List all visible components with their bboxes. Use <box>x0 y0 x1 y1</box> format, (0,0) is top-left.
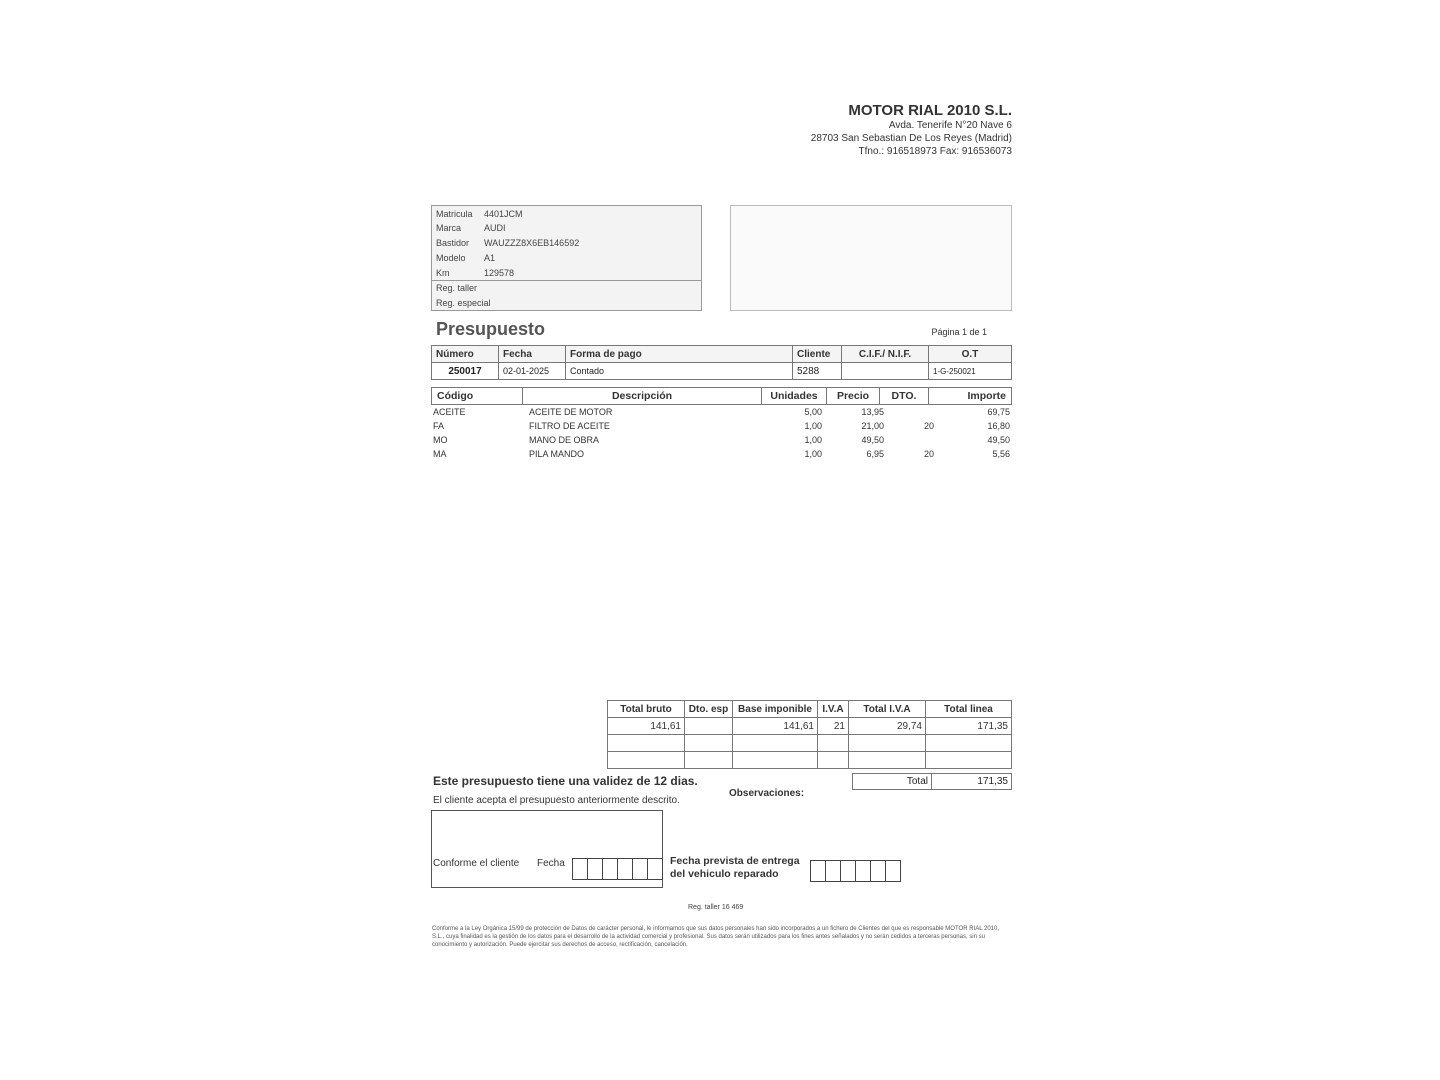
date-cells-delivery <box>811 860 901 882</box>
vehicle-divider <box>432 280 701 281</box>
col-codigo: Código <box>432 388 523 405</box>
value-base-imponible: 141,61 <box>733 718 818 735</box>
header-table <box>431 345 1012 380</box>
item-code: MO <box>433 435 448 445</box>
item-dto <box>886 433 936 447</box>
value-total-linea: 171,35 <box>926 718 1012 735</box>
value-forma-pago: Contado <box>566 363 793 380</box>
totals-empty-row <box>608 735 1012 752</box>
item-code: FA <box>433 421 445 431</box>
item-description: MANO DE OBRA <box>529 435 600 445</box>
item-description: PILA MANDO <box>529 449 585 459</box>
value-cliente: 5288 <box>793 363 842 380</box>
value-total-bruto: 141,61 <box>608 718 685 735</box>
item-description: FILTRO DE ACEITE <box>529 421 610 431</box>
totals-table <box>607 700 1012 769</box>
col-precio: Precio <box>827 388 880 405</box>
col-cliente: Cliente <box>793 346 842 363</box>
col-importe: Importe <box>929 388 1012 405</box>
date-cells-client <box>573 858 663 880</box>
item-amount: 16,80 <box>987 421 1010 431</box>
vehicle-row-km: Km 129578 <box>436 268 515 278</box>
company-header <box>700 102 1012 158</box>
date-cell <box>855 860 871 882</box>
vehicle-row-brand: Marca AUDI <box>436 223 506 233</box>
item-units: 1,00 <box>804 435 822 445</box>
item-price: 49,50 <box>861 435 884 445</box>
vehicle-row-vin: Bastidor WAUZZZ8X6EB146592 <box>436 238 580 248</box>
col-base-imponible: Base imponible <box>733 701 818 718</box>
items-header <box>431 387 1012 405</box>
value-cif <box>842 363 929 380</box>
item-description: ACEITE DE MOTOR <box>529 407 613 417</box>
item-price: 6,95 <box>866 449 884 459</box>
totals-empty-row <box>608 752 1012 769</box>
col-dto-esp: Dto. esp <box>685 701 733 718</box>
client-address-box <box>730 205 1012 311</box>
table-row <box>431 419 1012 433</box>
col-descripcion: Descripción <box>523 388 762 405</box>
item-units: 1,00 <box>804 449 822 459</box>
table-row <box>431 447 1012 461</box>
grand-total-value: 171,35 <box>932 774 1012 790</box>
item-code: ACEITE <box>433 407 466 417</box>
table-row <box>431 405 1012 419</box>
delivery-date-label: Fecha prevista de entrega del vehiculo reparado <box>670 855 800 880</box>
date-cell <box>810 860 826 882</box>
company-name: MOTOR RIAL 2010 S.L. <box>848 102 1012 119</box>
page-number: Página 1 de 1 <box>931 327 987 337</box>
company-phones: Tfno.: 916518973 Fax: 916536073 <box>858 146 1012 157</box>
date-cell <box>632 858 648 880</box>
col-iva: I.V.A <box>818 701 849 718</box>
date-cell <box>885 860 901 882</box>
item-amount: 69,75 <box>987 407 1010 417</box>
item-code: MA <box>433 449 447 459</box>
table-row <box>431 433 1012 447</box>
value-fecha: 02-01-2025 <box>499 363 566 380</box>
value-iva: 21 <box>818 718 849 735</box>
fecha-label: Fecha <box>537 858 565 869</box>
item-units: 1,00 <box>804 421 822 431</box>
item-price: 21,00 <box>861 421 884 431</box>
items-table <box>431 405 1012 461</box>
value-ot: 1-G-250021 <box>929 363 1012 380</box>
col-ot: O.T <box>929 346 1012 363</box>
validity-text: Este presupuesto tiene una validez de 12 dias. <box>433 774 698 788</box>
reg-taller-footer: Reg. taller 16 469 <box>688 904 744 911</box>
company-address: Avda. Tenerife N°20 Nave 6 <box>888 120 1012 131</box>
header-table-values <box>432 363 1012 380</box>
col-cif: C.I.F./ N.I.F. <box>842 346 929 363</box>
value-total-iva: 29,74 <box>849 718 926 735</box>
vehicle-row-reg-taller: Reg. taller <box>436 283 478 293</box>
date-cell <box>617 858 633 880</box>
observations-label: Observaciones: <box>729 788 805 799</box>
item-dto: 20 <box>923 449 934 459</box>
item-amount: 49,50 <box>987 435 1010 445</box>
col-unidades: Unidades <box>762 388 827 405</box>
value-dto-esp <box>685 718 733 735</box>
vehicle-info-box <box>431 205 702 311</box>
item-units: 5,00 <box>804 407 822 417</box>
value-numero: 250017 <box>432 363 499 380</box>
item-dto: 20 <box>923 421 934 431</box>
vehicle-row-plate: Matricula 4401JCM <box>436 209 523 219</box>
date-cell <box>840 860 856 882</box>
conforme-label: Conforme el cliente <box>433 858 520 869</box>
col-total-iva: Total I.V.A <box>849 701 926 718</box>
date-cell <box>587 858 603 880</box>
vehicle-row-reg-especial: Reg. especial <box>436 298 491 308</box>
col-forma-pago: Forma de pago <box>566 346 793 363</box>
vehicle-row-model: Modelo A1 <box>436 253 496 263</box>
col-fecha: Fecha <box>499 346 566 363</box>
item-amount: 5,56 <box>992 449 1010 459</box>
date-cell <box>647 858 663 880</box>
item-price: 13,95 <box>861 407 884 417</box>
date-cell <box>825 860 841 882</box>
col-numero: Número <box>432 346 499 363</box>
legal-notice: Conforme a la Ley Orgánica 15/99 de protección de Datos de carácter personal, le informamos que sus datos personales han sido incorporados a un fichero de Clientes del que es responsable MOTOR RIAL 2010, S.L., cuya finalidad es la gestión de los datos para el desarrollo de la actividad comercial y profesional. Sus datos serán utilizados para los fines antes señalados y no serán cedidos a terceras personas, sin su conocimiento y autorización. Puede ejercitar sus derechos de acceso, rectificación, cancelación. <box>432 926 999 948</box>
date-cell <box>602 858 618 880</box>
totals-values <box>608 718 1012 735</box>
col-dto: DTO. <box>880 388 929 405</box>
col-total-linea: Total linea <box>926 701 1012 718</box>
grand-total <box>852 773 1012 790</box>
header-table-head <box>432 346 1012 363</box>
col-total-bruto: Total bruto <box>608 701 685 718</box>
date-cell <box>572 858 588 880</box>
totals-head <box>608 701 1012 718</box>
document-title: Presupuesto <box>436 319 546 339</box>
date-cell <box>870 860 886 882</box>
company-city: 28703 San Sebastian De Los Reyes (Madrid) <box>810 133 1012 144</box>
accept-text: El cliente acepta el presupuesto anteriormente descrito. <box>433 795 680 806</box>
grand-total-label: Total <box>853 774 932 790</box>
item-dto <box>886 405 936 419</box>
